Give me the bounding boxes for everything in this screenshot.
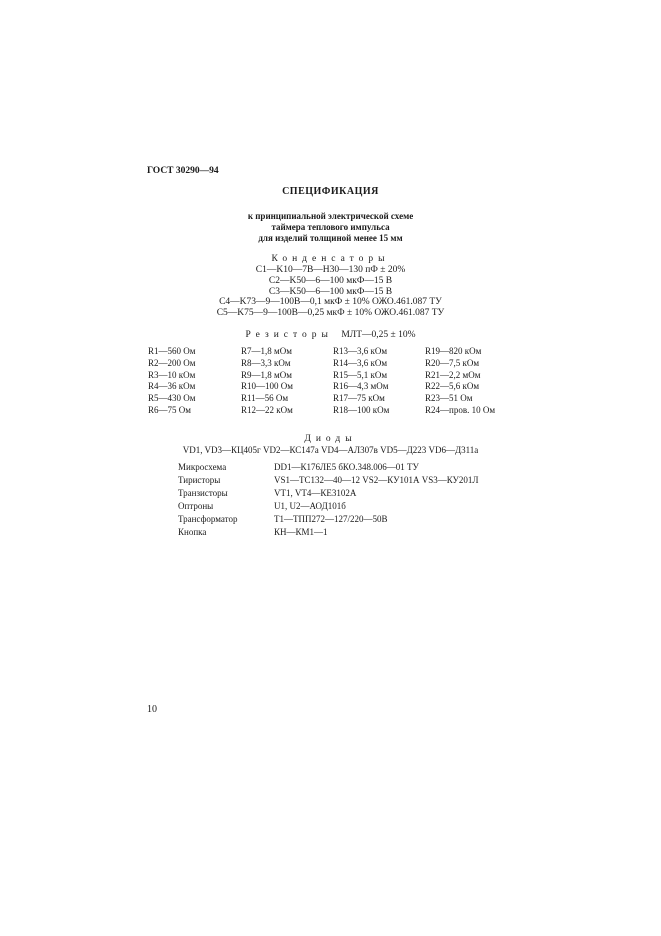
component-name: Трансформатор: [178, 514, 238, 524]
component-value: U1, U2—АОД101б: [274, 501, 346, 511]
table-row: [148, 393, 508, 405]
resistor-cell: R17—75 кОм: [333, 393, 385, 404]
resistor-cell: R18—100 кОм: [333, 404, 390, 415]
component-value: VS1—ТС132—40—12 VS2—КУ101А VS3—КУ201Л: [274, 475, 479, 485]
resistor-cell: R24—пров. 10 Ом: [425, 404, 496, 415]
component-value: DD1—К176ЛЕ5 бКО.348.006—01 ТУ: [274, 462, 419, 472]
component-value: Т1—ТПП272—127/220—50В: [274, 514, 388, 524]
component-row: [178, 527, 538, 539]
component-name: Микросхема: [178, 462, 227, 472]
table-row: [148, 405, 508, 417]
resistor-cell: R15—5,1 кОм: [333, 369, 388, 380]
component-value: VT1, VT4—КЕ3102А: [274, 488, 357, 498]
component-row: [178, 514, 538, 526]
subtitle-line-1: к принципиальной электрической схеме: [247, 211, 414, 221]
page-number: 10: [147, 704, 157, 715]
resistor-cell: R21—2,2 мОм: [425, 369, 481, 380]
resistors-heading-line: [0, 330, 661, 340]
resistor-cell: R19—820 кОм: [425, 346, 482, 356]
resistors-table: [148, 346, 508, 417]
document-header: ГОСТ 30290—94: [147, 166, 219, 176]
diodes-line: VD1, VD3—КЦ405г VD2—КС147а VD4—АЛ307в VD5—Д223 VD6—Д311а: [182, 445, 479, 455]
component-row: [178, 475, 538, 487]
component-name: Кнопка: [178, 527, 207, 537]
resistor-cell: R16—4,3 мОм: [333, 381, 389, 392]
resistor-cell: R8—3,3 кОм: [241, 357, 291, 368]
spec-title: СПЕЦИФИКАЦИЯ: [282, 186, 379, 197]
resistor-cell: R22—5,6 кОм: [425, 381, 480, 392]
subtitle-line-3: для изделий толщиной менее 15 мм: [258, 233, 403, 243]
resistors-heading-suffix: МЛТ—0,25 ± 10%: [341, 330, 416, 340]
resistor-cell: R13—3,6 кОм: [333, 346, 388, 356]
component-row: [178, 501, 538, 513]
component-row: [178, 462, 538, 474]
table-row: [148, 370, 508, 382]
resistor-cell: R11—56 Ом: [241, 393, 289, 404]
resistor-cell: R9—1,8 мОм: [241, 369, 292, 380]
component-row: [178, 488, 538, 500]
capacitor-item: C5—K75—9—100В—0,25 мкФ ± 10% ОЖО.461.087 ТУ: [216, 308, 445, 318]
resistor-cell: R6—75 Ом: [148, 404, 191, 415]
resistor-cell: R1—560 Ом: [148, 346, 196, 356]
component-name: Оптроны: [178, 501, 214, 511]
capacitor-item: C3—K50—6—100 мкФ—15 В: [268, 287, 393, 297]
resistors-heading: Резисторы: [245, 330, 333, 340]
resistor-cell: R2—200 Ом: [148, 357, 196, 368]
capacitors-heading: Конденсаторы: [271, 254, 390, 264]
diodes-heading: Диоды: [304, 434, 357, 444]
capacitor-item: C2—K50—6—100 мкФ—15 В: [268, 276, 393, 286]
table-row: [148, 358, 508, 370]
resistor-cell: R7—1,8 мОм: [241, 346, 292, 356]
capacitor-item: C4—K73—9—100В—0,1 мкФ ± 10% ОЖО.461.087 ТУ: [219, 297, 442, 307]
resistor-cell: R3—10 кОм: [148, 369, 196, 380]
component-name: Тиристоры: [178, 475, 221, 485]
resistor-cell: R23—51 Ом: [425, 393, 473, 404]
table-row: [148, 381, 508, 393]
resistor-cell: R10—100 Ом: [241, 381, 293, 392]
component-value: КН—КМ1—1: [274, 527, 328, 537]
component-name: Транзисторы: [178, 488, 228, 498]
table-row: [148, 346, 508, 358]
resistor-cell: R14—3,6 кОм: [333, 357, 388, 368]
subtitle-line-2: таймера теплового импульса: [271, 222, 390, 232]
resistor-cell: R12—22 кОм: [241, 404, 293, 415]
resistor-cell: R5—430 Ом: [148, 393, 196, 404]
resistor-cell: R4—36 кОм: [148, 381, 196, 392]
capacitor-item: C1—K10—7В—Н30—130 пФ ± 20%: [255, 265, 406, 275]
resistor-cell: R20—7,5 кОм: [425, 357, 480, 368]
